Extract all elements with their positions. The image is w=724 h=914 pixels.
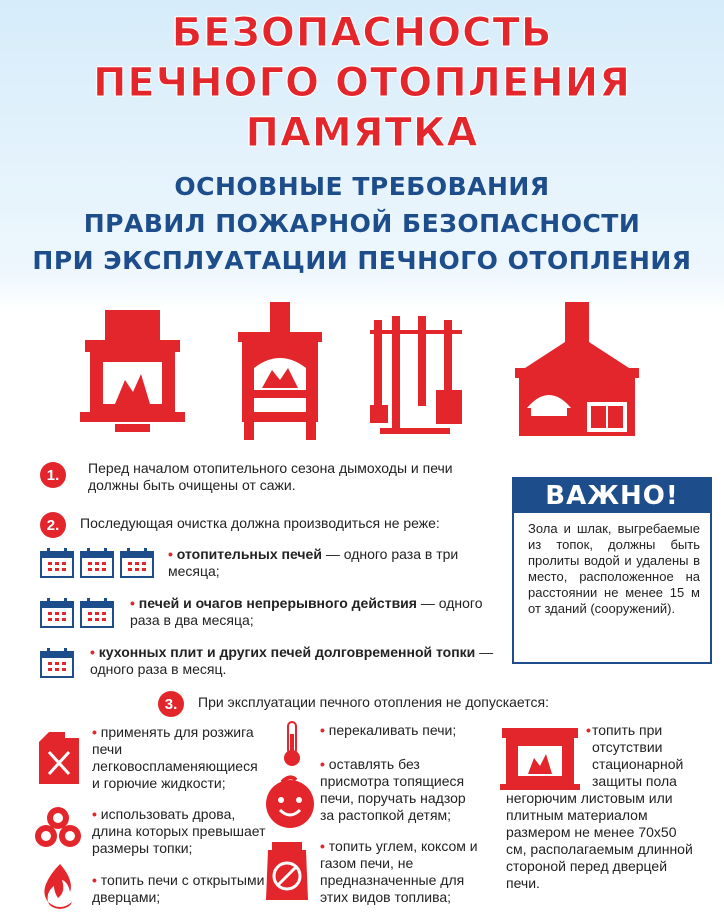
item-3-col1-3: [92, 872, 267, 906]
item-3-col2-1: [320, 722, 500, 739]
calendar-icon: [120, 548, 154, 578]
item-2-sub-3-rest: — одного раза в месяц.: [90, 644, 494, 677]
item-3-col1-1: [92, 724, 267, 792]
item-2-sub-2: [130, 595, 498, 629]
firewood-icon: [32, 806, 88, 850]
item-2-sub-2-bold: печей и очагов непрерывного действия: [138, 595, 417, 611]
calendar-icon: [80, 598, 114, 628]
bullet: •: [92, 806, 97, 822]
bullet: •: [130, 595, 135, 611]
item-3-col1-1-text: применять для розжига печи легковоспламеняющиеся и горючие жидкости;: [92, 724, 258, 791]
item-3-col1-2: [92, 806, 267, 857]
item-2-text: Последующая очистка должна производиться не реже:: [80, 515, 440, 531]
bullet: •: [90, 644, 95, 660]
bullet: •: [168, 546, 173, 562]
calendar-icon: [40, 598, 74, 628]
item-3-col2-3: [320, 838, 485, 906]
child-face-icon: [262, 772, 318, 832]
important-header: ВАЖНО!: [514, 479, 710, 513]
coal-bag-icon: [262, 840, 312, 902]
item-3-col2-3-text: топить углем, коксом и газом печи, не предназначенные для этих видов топлива;: [320, 838, 478, 905]
item-2-sub-2-rest: — одного раза в два месяца;: [130, 595, 483, 628]
item-3-col1-2-text: использовать дрова, длина которых превышает размеры топки;: [92, 806, 266, 856]
item-1-number: 1.: [40, 462, 66, 488]
item-2-sub-1-bold: отопительных печей: [176, 546, 322, 562]
item-3-col2-2-text: оставлять без присмотра топящиеся печи, поручать надзор за растопкой детям;: [320, 756, 466, 823]
flame-icon: [40, 862, 80, 910]
item-2-sub-1-rest: — одного раза в три месяца;: [168, 546, 459, 579]
item-3-number: 3.: [158, 691, 184, 717]
subtitle-line-3: ПРИ ЭКСПЛУАТАЦИИ ПЕЧНОГО ОТОПЛЕНИЯ: [32, 246, 692, 275]
important-text: Зола и шлак, выгребаемые из топок, должны быть пролиты водой и удалены в место, расположенное на расстоянии не менее 15 м от зданий (сооружений).: [528, 521, 700, 616]
fireplace-icon: [75, 300, 190, 440]
item-3-col3-text: топить при отсутствии стационарной защиты пола негорючим листовым или плитным материалом размером не менее 70х50 см, располагаемым длинной стороной перед дверцей печи.: [506, 722, 693, 891]
item-3-text: При эксплуатации печного отопления не допускается:: [198, 694, 549, 710]
calendar-icon: [40, 648, 74, 678]
bullet: •: [586, 722, 591, 738]
bullet: •: [92, 872, 97, 888]
title-line-1: БЕЗОПАСНОСТЬ: [171, 10, 553, 56]
item-3-col1-3-text: топить печи с открытыми дверцами;: [92, 872, 265, 905]
title-line-3: ПАМЯТКА: [245, 110, 479, 156]
item-3-col2-1-text: перекаливать печи;: [328, 722, 457, 738]
bullet: •: [320, 838, 325, 854]
important-box: [512, 477, 712, 664]
item-3-col3: [506, 722, 698, 892]
fuel-canister-icon: [35, 728, 83, 786]
item-2-sub-3: [90, 644, 495, 678]
stove-icon: [232, 300, 328, 445]
item-3-col2-2: [320, 756, 480, 824]
item-2-sub-3-bold: кухонных плит и других печей долговременной топки: [98, 644, 476, 660]
bullet: •: [92, 724, 97, 740]
item-2-number: 2.: [40, 512, 66, 538]
calendar-icon: [80, 548, 114, 578]
subtitle-line-2: ПРАВИЛ ПОЖАРНОЙ БЕЗОПАСНОСТИ: [83, 209, 641, 238]
thermometer-icon: [280, 720, 304, 768]
fireplace-tools-icon: [370, 310, 470, 440]
calendar-icon: [40, 548, 74, 578]
brick-oven-icon: [505, 298, 645, 443]
subtitle-line-1: ОСНОВНЫЕ ТРЕБОВАНИЯ: [174, 172, 550, 201]
title-line-2: ПЕЧНОГО ОТОПЛЕНИЯ: [92, 60, 632, 106]
bullet: •: [320, 756, 325, 772]
item-1-text: Перед началом отопительного сезона дымоходы и печи должны быть очищены от сажи.: [88, 460, 453, 493]
item-2-sub-1: [168, 546, 498, 580]
bullet: •: [320, 722, 325, 738]
